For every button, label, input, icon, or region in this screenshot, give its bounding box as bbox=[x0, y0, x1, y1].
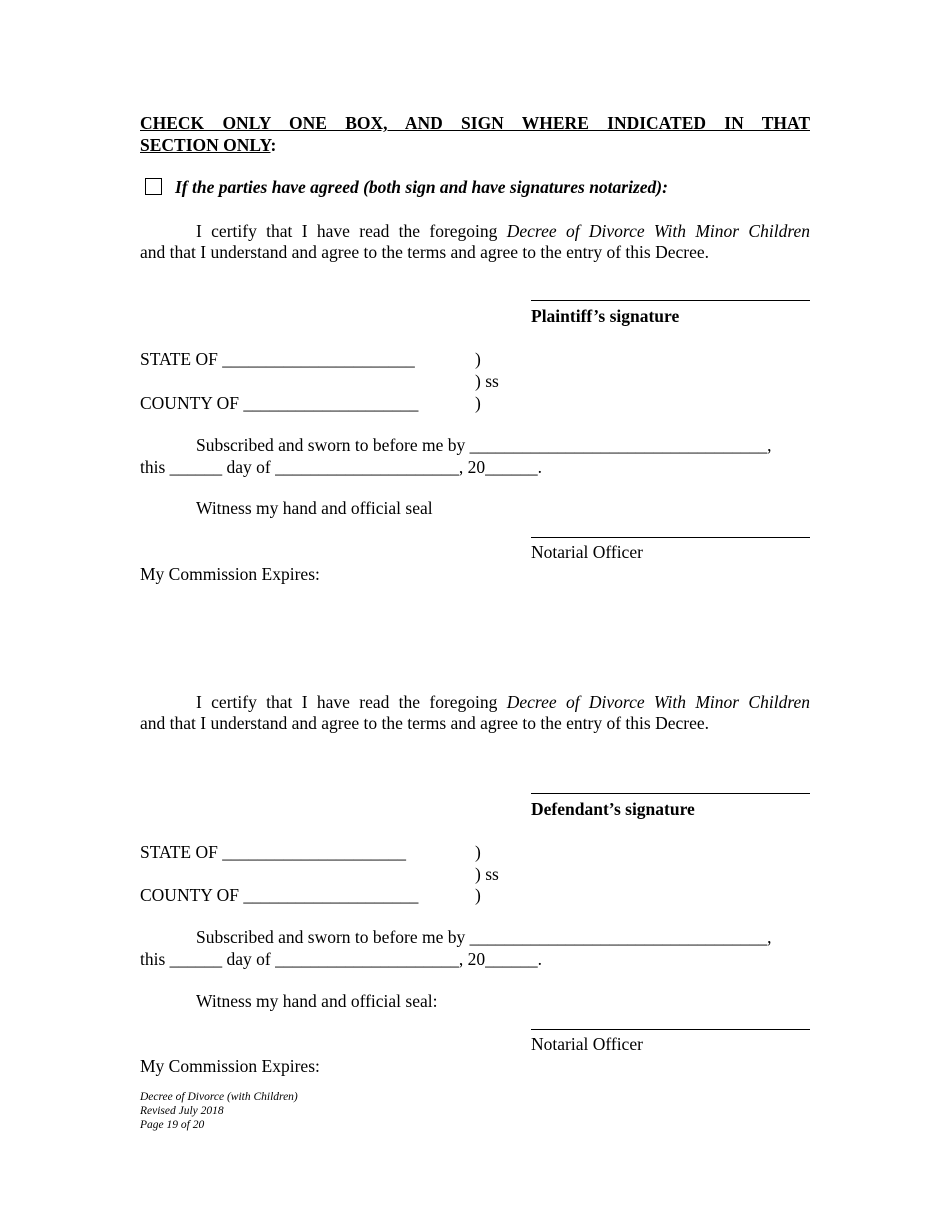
defendant-notary-signature-line[interactable] bbox=[531, 1029, 810, 1030]
section-heading-continued bbox=[140, 134, 276, 156]
defendant-signature-label: Defendant’s signature bbox=[531, 799, 695, 819]
agreed-checkbox-label: If the parties have agreed (both sign and have signatures notarized): bbox=[175, 177, 668, 197]
plaintiff-commission-expires: My Commission Expires: bbox=[140, 564, 320, 584]
defendant-state-field[interactable]: STATE OF _____________________ bbox=[140, 842, 406, 862]
section-only-text: SECTION ONLY bbox=[140, 135, 271, 155]
heading-colon: : bbox=[270, 135, 277, 155]
plaintiff-subscribed-line[interactable]: Subscribed and sworn to before me by __________________________________, bbox=[196, 435, 772, 455]
plaintiff-paren-top: ) bbox=[475, 349, 481, 369]
footer-revised: Revised July 2018 bbox=[140, 1105, 224, 1117]
plaintiff-county-field[interactable]: COUNTY OF ____________________ bbox=[140, 393, 419, 413]
defendant-certify-line2: and that I understand and agree to the terms and agree to the entry of this Decree. bbox=[140, 713, 710, 733]
plaintiff-state-field[interactable]: STATE OF ______________________ bbox=[140, 349, 415, 369]
defendant-paren-bottom: ) bbox=[475, 885, 481, 905]
defendant-certify-doc-title: Decree of Divorce With Minor Children bbox=[506, 692, 810, 712]
defendant-paren-ss: ) ss bbox=[475, 864, 499, 884]
footer-doc-title: Decree of Divorce (with Children) bbox=[140, 1091, 298, 1103]
defendant-witness-text: Witness my hand and official seal: bbox=[196, 991, 438, 1011]
plaintiff-certify-line2: and that I understand and agree to the terms and agree to the entry of this Decree. bbox=[140, 242, 710, 262]
plaintiff-notary-signature-line[interactable] bbox=[531, 537, 810, 538]
plaintiff-signature-label: Plaintiff’s signature bbox=[531, 306, 680, 326]
plaintiff-signature-line[interactable] bbox=[531, 300, 810, 301]
agreed-checkbox[interactable] bbox=[145, 178, 162, 195]
defendant-signature-line[interactable] bbox=[531, 793, 810, 794]
defendant-paren-top: ) bbox=[475, 842, 481, 862]
plaintiff-certify-line1 bbox=[196, 220, 810, 242]
defendant-commission-expires: My Commission Expires: bbox=[140, 1056, 320, 1076]
defendant-certify-prefix: I certify that I have read the foregoing bbox=[196, 692, 507, 712]
defendant-notary-label: Notarial Officer bbox=[531, 1034, 643, 1054]
plaintiff-paren-bottom: ) bbox=[475, 393, 481, 413]
plaintiff-certify-prefix: I certify that I have read the foregoing bbox=[196, 221, 507, 241]
defendant-certify-line1 bbox=[196, 691, 810, 713]
plaintiff-witness-text: Witness my hand and official seal bbox=[196, 498, 433, 518]
plaintiff-notary-label: Notarial Officer bbox=[531, 542, 643, 562]
section-heading: CHECK ONLY ONE BOX, AND SIGN WHERE INDICATED IN THAT bbox=[140, 113, 810, 133]
footer-page-number: Page 19 of 20 bbox=[140, 1119, 205, 1131]
plaintiff-paren-ss: ) ss bbox=[475, 371, 499, 391]
plaintiff-date-line[interactable]: this ______ day of _____________________, 20______. bbox=[140, 457, 543, 477]
defendant-county-field[interactable]: COUNTY OF ____________________ bbox=[140, 885, 419, 905]
defendant-subscribed-line[interactable]: Subscribed and sworn to before me by __________________________________, bbox=[196, 927, 772, 947]
defendant-date-line[interactable]: this ______ day of _____________________, 20______. bbox=[140, 949, 543, 969]
plaintiff-certify-doc-title: Decree of Divorce With Minor Children bbox=[506, 221, 810, 241]
